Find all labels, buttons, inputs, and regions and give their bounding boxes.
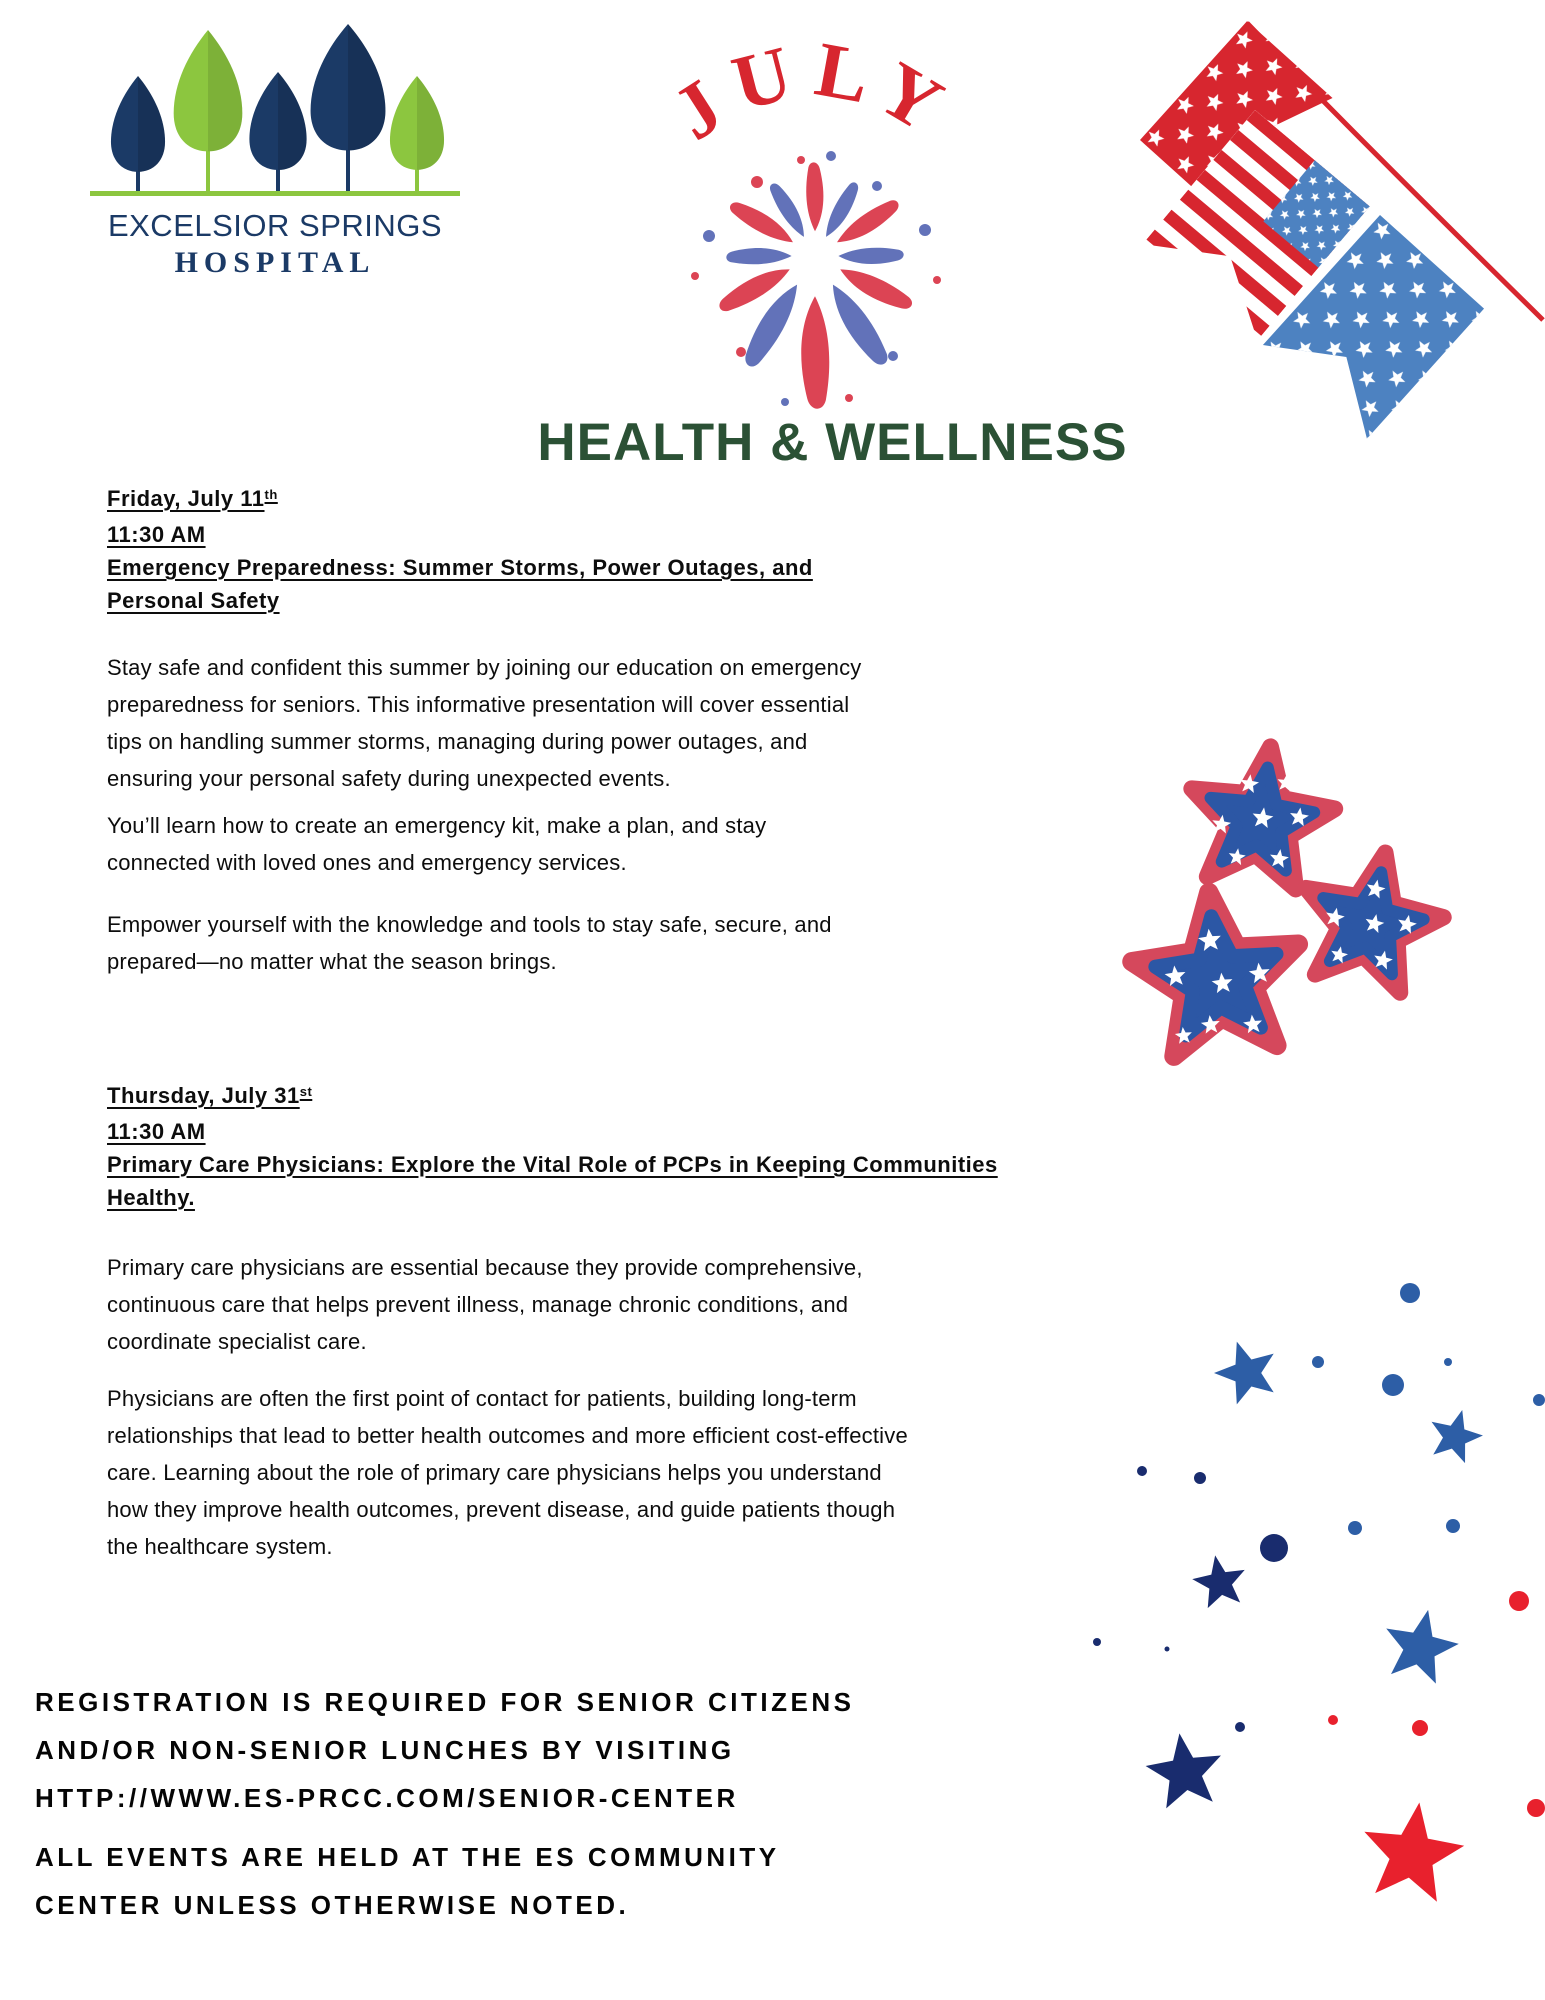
location-line: ALL EVENTS ARE HELD AT THE ES COMMUNITY <box>35 1842 780 1872</box>
event-date: Friday, July 11th <box>107 482 869 518</box>
logo-subname: HOSPITAL <box>174 246 376 279</box>
flag-bunting-icon <box>1095 15 1545 450</box>
registration-url: HTTP://WWW.ES-PRCC.COM/SENIOR-CENTER <box>35 1783 739 1813</box>
month-arc-text: JULY <box>657 24 971 157</box>
registration-line: AND/OR NON-SENIOR LUNCHES BY VISITING <box>35 1735 735 1765</box>
location-line: CENTER UNLESS OTHERWISE NOTED. <box>35 1890 630 1920</box>
page-title: HEALTH & WELLNESS <box>537 413 1128 472</box>
event-paragraph: You’ll learn how to create an emergency kit, make a plan, and stay connected with loved ones and emergency services. <box>107 813 767 875</box>
trees-logo-icon <box>90 24 460 200</box>
event-title: Emergency Preparedness: Summer Storms, Power Outages, and Personal Safety <box>107 555 813 613</box>
fireworks-icon <box>600 24 1030 424</box>
event-paragraph: Stay safe and confident this summer by joining our education on emergency preparedness for seniors. This informative presentation will cover essential tips on handling summer storms, managing during power outages, and ensuring your personal safety during unexpected events. <box>107 655 862 791</box>
location-note <box>35 1833 780 1929</box>
event-section-2 <box>107 1079 1012 1565</box>
patriotic-stars-icon <box>1095 730 1455 1090</box>
event-section-1 <box>107 482 869 980</box>
stars-confetti-icon <box>1050 1280 1545 1930</box>
date-ordinal: st <box>299 1084 313 1099</box>
hospital-logo <box>60 24 490 280</box>
registration-note <box>35 1678 854 1822</box>
july-header <box>600 24 1030 424</box>
event-paragraph: Physicians are often the first point of contact for patients, building long-term relationships that lead to better health outcomes and more efficient cost-effective care. Learning about the role of primary care physicians helps you understand how they improve health outcomes, prevent disease, and guide patients though the healthcare system. <box>107 1386 908 1559</box>
event-paragraph: Empower yourself with the knowledge and tools to stay safe, secure, and prepared—no matter what the season brings. <box>107 912 832 974</box>
logo-name: EXCELSIOR SPRINGS <box>107 208 443 243</box>
registration-line: REGISTRATION IS REQUIRED FOR SENIOR CITIZENS <box>35 1687 855 1717</box>
date-ordinal: th <box>264 487 278 502</box>
event-paragraph: Primary care physicians are essential because they provide comprehensive, continuous care that helps prevent illness, manage chronic conditions, and coordinate specialist care. <box>107 1255 863 1354</box>
event-title: Primary Care Physicians: Explore the Vital Role of PCPs in Keeping Communities Healthy. <box>107 1152 998 1210</box>
event-date: Thursday, July 31st <box>107 1079 1012 1115</box>
event-time: 11:30 AM <box>107 522 206 547</box>
event-time: 11:30 AM <box>107 1119 206 1144</box>
